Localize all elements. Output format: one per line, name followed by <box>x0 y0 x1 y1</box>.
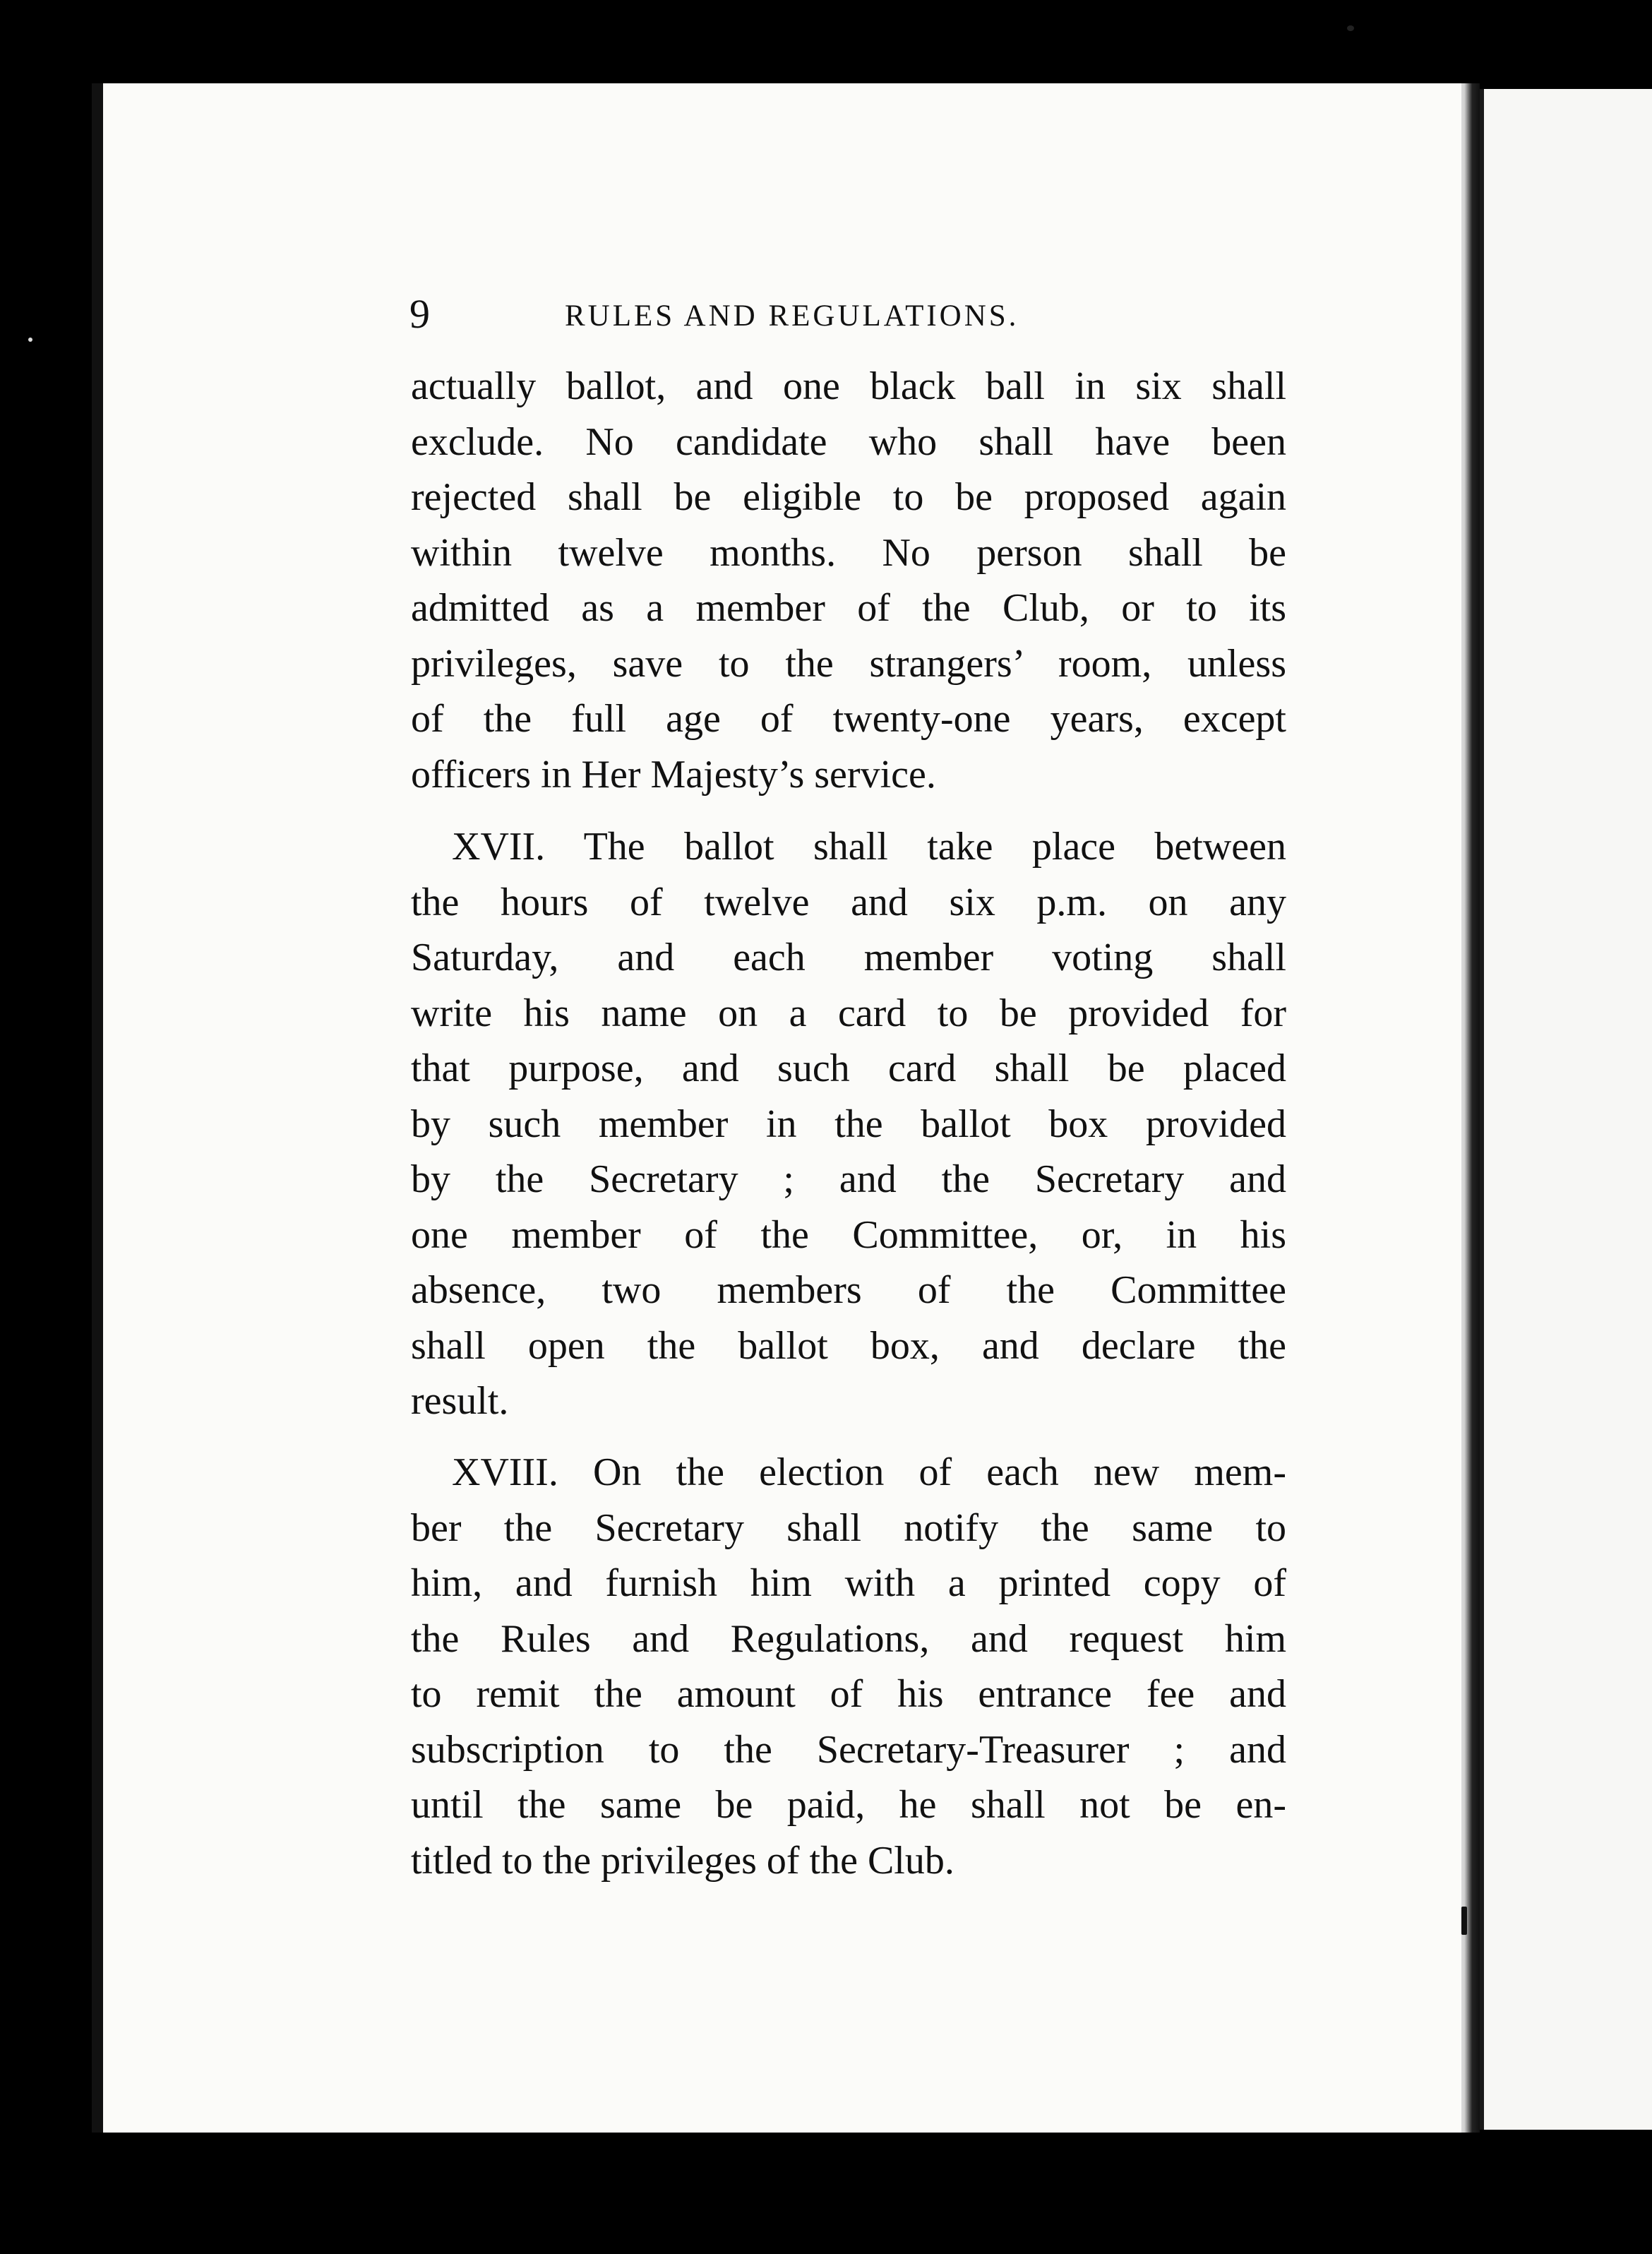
adjacent-page-edge <box>1477 89 1652 2130</box>
text-line: ber the Secretary shall notify the same to <box>411 1505 1286 1550</box>
text-line: privileges, save to the strangers’ room, unless <box>411 641 1286 686</box>
running-title: RULES AND REGULATIONS. <box>565 299 1019 333</box>
text-line: by the Secretary ; and the Secretary and <box>411 1157 1286 1201</box>
text-line: the hours of twelve and six p.m. on any <box>411 880 1286 924</box>
text-line: to remit the amount of his entrance fee and <box>411 1672 1286 1716</box>
text-line: officers in Her Majesty’s service. <box>411 752 936 797</box>
text-line: until the same be paid, he shall not be en- <box>411 1783 1286 1827</box>
text-line: within twelve months. No person shall be <box>411 530 1286 575</box>
text-line: of the full age of twenty-one years, except <box>411 697 1286 741</box>
paragraph-continuation <box>411 359 1286 802</box>
text-line: XVII. The ballot shall take place between <box>452 825 1286 869</box>
text-line: by such member in the ballot box provided <box>411 1102 1286 1146</box>
scan-speck <box>1347 25 1354 31</box>
text-line: rejected shall be eligible to be proposed again <box>411 475 1286 519</box>
text-line: that purpose, and such card shall be placed <box>411 1046 1286 1090</box>
text-line: result. <box>411 1379 509 1423</box>
scan-speck <box>1461 1907 1467 1935</box>
paragraph-rule-xvii <box>411 819 1286 1429</box>
text-line: the Rules and Regulations, and request him <box>411 1616 1286 1661</box>
scan-speck <box>28 338 32 342</box>
text-line: him, and furnish him with a printed copy of <box>411 1561 1286 1605</box>
text-line: Saturday, and each member voting shall <box>411 936 1286 979</box>
text-line: titled to the privileges of the Club. <box>411 1838 954 1883</box>
text-line: admitted as a member of the Club, or to its <box>411 586 1286 630</box>
text-line: one member of the Committee, or, in his <box>411 1212 1286 1257</box>
text-line: absence, two members of the Committee <box>411 1268 1286 1312</box>
text-line: XVIII. On the election of each new mem- <box>452 1450 1286 1494</box>
text-line: shall open the ballot box, and declare the <box>411 1323 1286 1368</box>
text-line: write his name on a card to be provided for <box>411 991 1286 1035</box>
text-line: actually ballot, and one black ball in six shall <box>411 364 1286 408</box>
page-number: 9 <box>409 291 430 337</box>
text-line: exclude. No candidate who shall have been <box>411 419 1286 464</box>
running-head <box>409 290 1115 339</box>
paragraph-rule-xviii <box>411 1445 1286 1888</box>
text-line: subscription to the Secretary-Treasurer ; and <box>411 1727 1286 1772</box>
